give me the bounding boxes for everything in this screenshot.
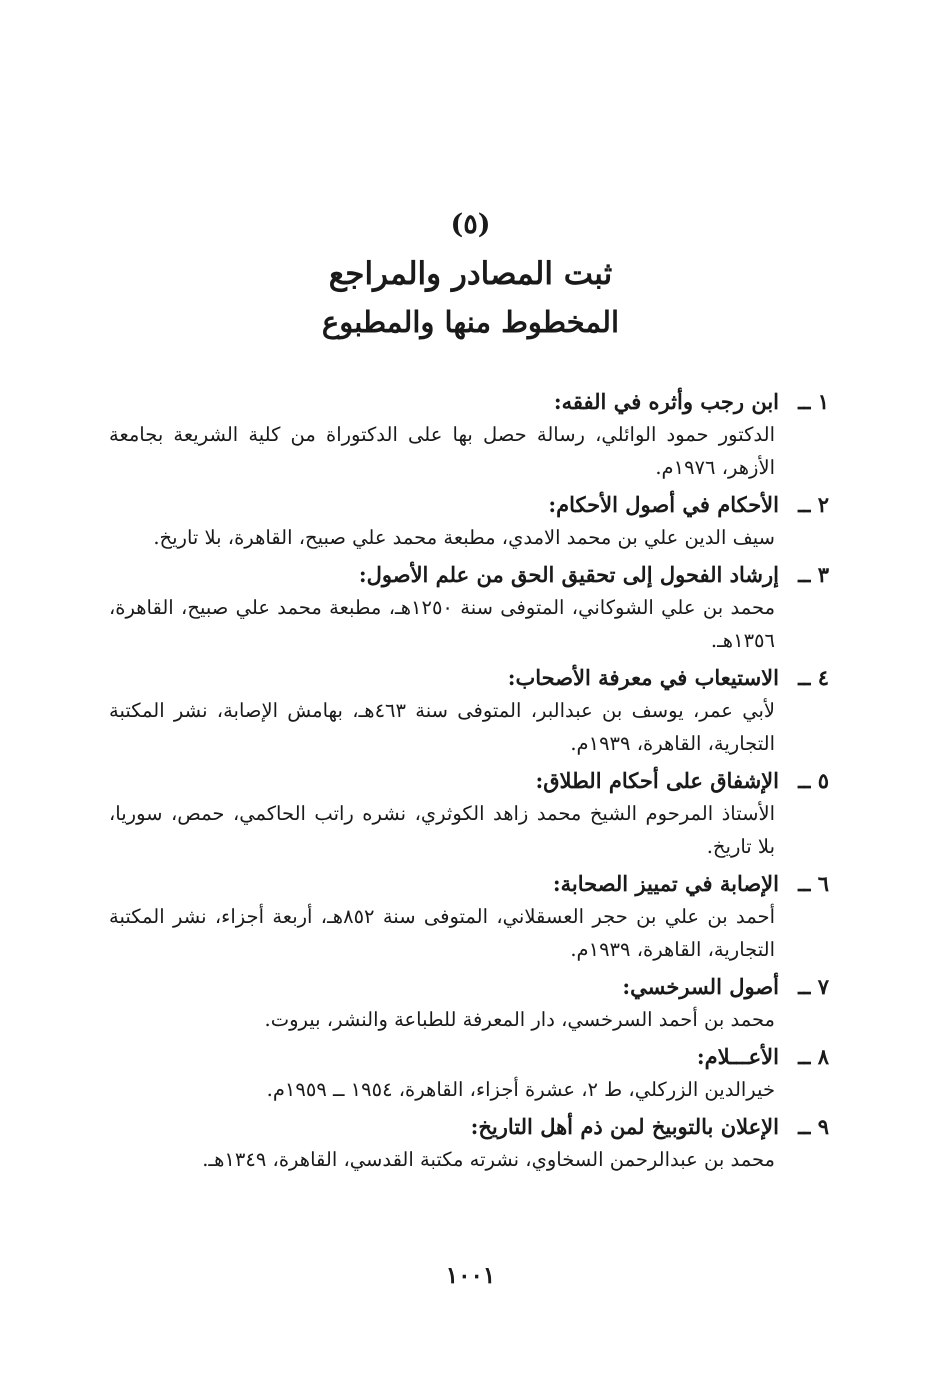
entry-number: ٨ ــ [798,1044,829,1069]
bibliography-entry-1 [109,385,829,484]
entry-number: ٧ ــ [798,974,829,999]
entry-title: الأحكام في أصول الأحكام: [548,492,779,517]
page-subtitle: المخطوط منها والمطبوع [321,305,620,339]
bibliography-entry-2 [109,488,829,554]
entry-number: ٢ ــ [798,492,829,517]
entry-title: إرشاد الفحول إلى تحقيق الحق من علم الأصول: [358,562,779,587]
entry-number: ١ ــ [798,389,829,414]
entry-description: الدكتور حمود الوائلي، رسالة حصل بها على الدكتوراة من كلية الشريعة بجامعة الأزهر، ١٩٧٦م. [109,423,775,479]
entry-description: خيرالدين الزركلي، ط ٢، عشرة أجزاء، القاهرة، ١٩٥٤ ــ ١٩٥٩م. [266,1078,775,1101]
page-title: ثبت المصادر والمراجع [328,256,613,292]
entry-heading [109,488,829,521]
entry-title: ابن رجب وأثره في الفقه: [553,389,779,414]
entry-title: أصول السرخسي: [622,974,779,999]
entry-title: الإعلان بالتوبيخ لمن ذم أهل التاريخ: [470,1114,779,1139]
entry-title: الإشفاق على أحكام الطلاق: [535,768,779,793]
entry-heading [109,661,829,694]
entry-heading [109,764,829,797]
entry-description: لأبي عمر، يوسف بن عبدالبر، المتوفى سنة ٤٦٣هـ، بهامش الإصابة، نشر المكتبة التجارية، القاهرة، ١٩٣٩م. [109,699,776,755]
entry-number: ٥ ــ [798,768,829,793]
entry-description: أحمد بن علي بن حجر العسقلاني، المتوفى سنة ٨٥٢هـ، أربعة أجزاء، نشر المكتبة التجارية، القاهرة، ١٩٣٩م. [109,905,775,961]
bibliography-entry-3 [109,558,829,657]
entry-description: محمد بن علي الشوكاني، المتوفى سنة ١٢٥٠هـ، مطبعة محمد علي صبيح، القاهرة، ١٣٥٦هـ. [109,596,776,652]
bibliography-entry-6 [109,867,829,966]
entry-heading [109,1040,829,1073]
bibliography-entry-4 [109,661,829,760]
section-number: (٥) [450,209,491,240]
entry-number: ٣ ــ [798,562,829,587]
entry-number: ٤ ــ [798,665,829,690]
entry-title: الأعـــلام: [696,1044,779,1069]
entry-title: الاستيعاب في معرفة الأصحاب: [507,665,779,690]
entry-description: الأستاذ المرحوم الشيخ محمد زاهد الكوثري، نشره راتب الحاكمي، حمص، سوريا، بلا تاريخ. [109,802,775,858]
entry-heading [109,970,829,1003]
entry-title: الإصابة في تمييز الصحابة: [552,871,779,896]
entry-heading [109,558,829,591]
entry-number: ٩ ــ [798,1114,829,1139]
page-number: ١٠٠١ [445,1262,496,1289]
entry-description: محمد بن أحمد السرخسي، دار المعرفة للطباعة والنشر، بيروت. [264,1008,775,1031]
entry-number: ٦ ــ [798,871,829,896]
entry-description: سيف الدين علي بن محمد الامدي، مطبعة محمد علي صبيح، القاهرة، بلا تاريخ. [153,526,775,549]
entry-heading [109,867,829,900]
bibliography-entry-8 [109,1040,829,1106]
bibliography-entry-9 [109,1110,829,1176]
bibliography-entry-7 [109,970,829,1036]
entry-heading [109,385,829,418]
bibliography-entry-5 [109,764,829,863]
entry-heading [109,1110,829,1143]
entry-description: محمد بن عبدالرحمن السخاوي، نشرته مكتبة القدسي، القاهرة، ١٣٤٩هـ. [202,1148,775,1171]
bibliography-list [109,385,829,1180]
